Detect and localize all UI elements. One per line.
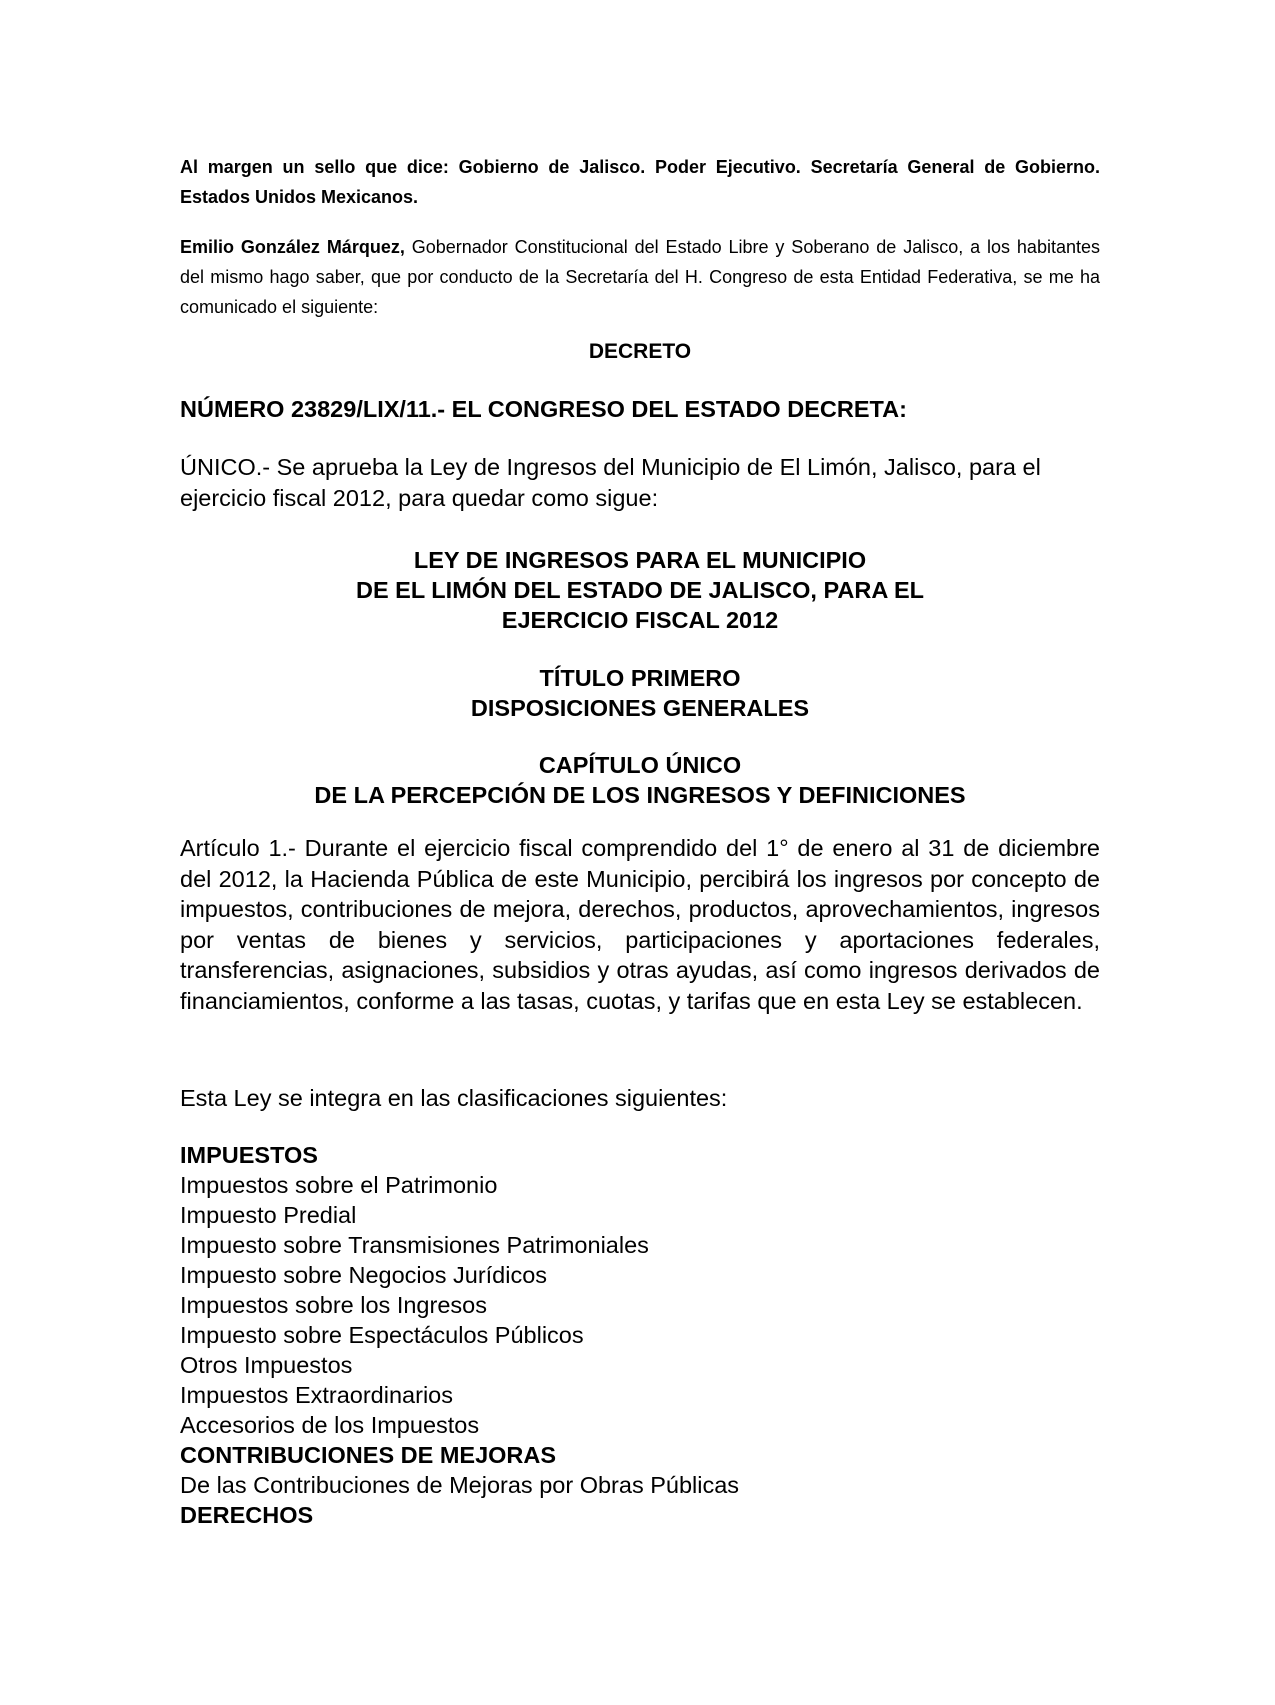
intro-paragraph bbox=[180, 232, 1100, 322]
classification-item: Accesorios de los Impuestos bbox=[180, 1412, 480, 1438]
classification-item: De las Contribuciones de Mejoras por Obras Públicas bbox=[180, 1472, 740, 1498]
classification-list bbox=[180, 1140, 1100, 1530]
classification-item: Impuestos Extraordinarios bbox=[180, 1382, 453, 1408]
titulo-line: TÍTULO PRIMERO bbox=[539, 665, 741, 691]
seal-paragraph: Al margen un sello que dice: Gobierno de Jalisco. Poder Ejecutivo. Secretaría General de Gobierno. Estados Unidos Mexicanos. bbox=[180, 157, 1100, 207]
integra-paragraph: Esta Ley se integra en las clasificaciones siguientes: bbox=[180, 1085, 728, 1111]
classification-category: DERECHOS bbox=[180, 1502, 314, 1528]
titulo-line: DISPOSICIONES GENERALES bbox=[470, 695, 810, 721]
law-title-line: EJERCICIO FISCAL 2012 bbox=[501, 607, 779, 633]
decree-number-heading: NÚMERO 23829/LIX/11.- EL CONGRESO DEL ESTADO DECRETA: bbox=[180, 396, 907, 422]
decreto-heading: DECRETO bbox=[588, 340, 692, 363]
capitulo-heading bbox=[180, 750, 1100, 810]
classification-item: Impuesto sobre Negocios Jurídicos bbox=[180, 1262, 548, 1288]
unico-paragraph: ÚNICO.- Se aprueba la Ley de Ingresos del Municipio de El Limón, Jalisco, para el ejercicio fiscal 2012, para quedar como sigue: bbox=[180, 454, 1041, 511]
classification-item: Impuesto Predial bbox=[180, 1202, 357, 1228]
classification-item: Impuestos sobre los Ingresos bbox=[180, 1292, 487, 1318]
titulo-heading bbox=[180, 663, 1100, 723]
law-title-line: LEY DE INGRESOS PARA EL MUNICIPIO bbox=[413, 547, 867, 573]
intro-text: Gobernador Constitucional del Estado Libre y Soberano de Jalisco, a los habitantes del mismo hago saber, que por conducto de la Secretaría del H. Congreso de esta Entidad Federativa, se me ha comunicado el siguiente: bbox=[180, 237, 1100, 317]
document-page bbox=[180, 0, 1100, 1705]
article-1-paragraph: Artículo 1.- Durante el ejercicio fiscal comprendido del 1° de enero al 31 de diciembre del 2012, la Hacienda Pública de este Municipio, percibirá los ingresos por concepto de impuestos, contribuciones de mejora, derechos, productos, aprovechamientos, ingresos por ventas de bienes y servicios, participaciones y aportaciones federales, transferencias, asignaciones, subsidios y otras ayudas, así como ingresos derivados de financiamientos, conforme a las tasas, cuotas, y tarifas que en esta Ley se establecen. bbox=[180, 835, 1100, 1014]
governor-name: Emilio González Márquez, bbox=[180, 237, 405, 257]
law-title-line: DE EL LIMÓN DEL ESTADO DE JALISCO, PARA EL bbox=[356, 577, 924, 603]
classification-category: CONTRIBUCIONES DE MEJORAS bbox=[180, 1442, 557, 1468]
classification-item: Impuestos sobre el Patrimonio bbox=[180, 1172, 498, 1198]
law-title bbox=[180, 545, 1100, 635]
classification-item: Otros Impuestos bbox=[180, 1352, 353, 1378]
classification-item: Impuesto sobre Transmisiones Patrimoniales bbox=[180, 1232, 649, 1258]
capitulo-line: CAPÍTULO ÚNICO bbox=[538, 752, 742, 778]
classification-item: Impuesto sobre Espectáculos Públicos bbox=[180, 1322, 584, 1348]
capitulo-line: DE LA PERCEPCIÓN DE LOS INGRESOS Y DEFINICIONES bbox=[314, 782, 966, 808]
classification-category: IMPUESTOS bbox=[180, 1142, 318, 1168]
